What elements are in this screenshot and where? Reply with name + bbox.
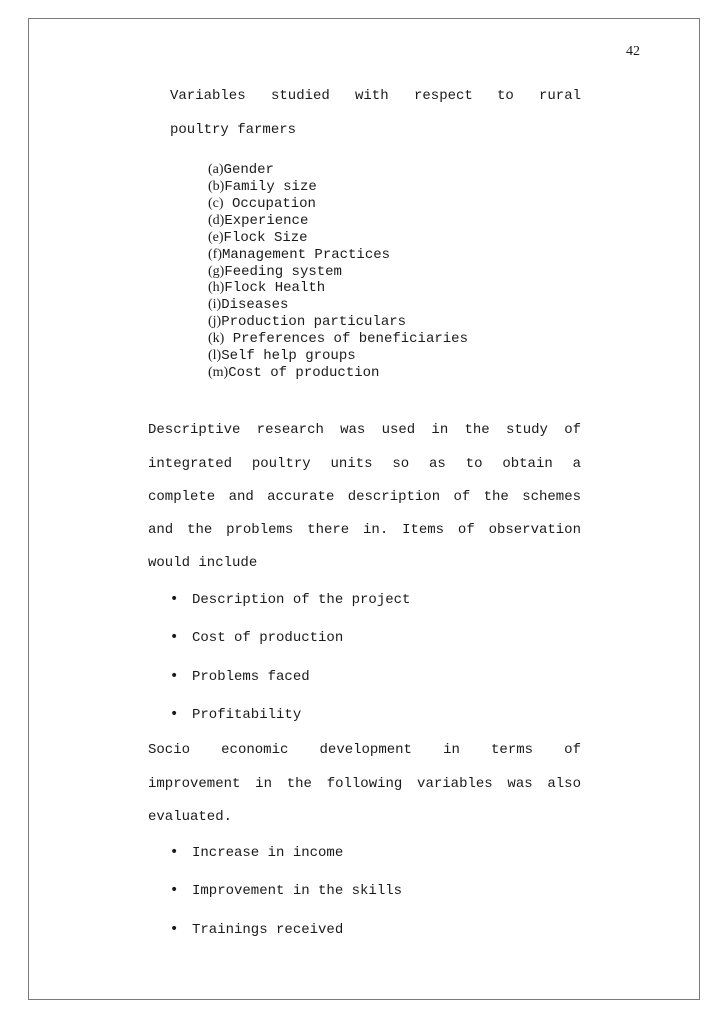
list-item: Trainings received xyxy=(192,922,344,938)
heading-word: to xyxy=(497,88,514,104)
heading-word: studied xyxy=(271,88,330,104)
bullet-icon: • xyxy=(170,882,179,898)
bullet-icon: • xyxy=(170,629,179,645)
paragraph-line: evaluated. xyxy=(148,809,233,825)
heading-word: rural xyxy=(539,88,582,104)
list-item: (g)Feeding system xyxy=(208,264,342,280)
list-item: (h)Flock Health xyxy=(208,280,326,296)
list-item: (b)Family size xyxy=(208,179,317,195)
heading-word: respect xyxy=(414,88,473,104)
bullet-icon: • xyxy=(170,921,179,937)
list-item: (d)Experience xyxy=(208,213,309,229)
list-item: (i)Diseases xyxy=(208,297,289,313)
list-item: (m)Cost of production xyxy=(208,365,380,381)
paragraph-line: and the problems there in. Items of observation xyxy=(148,522,581,538)
list-item: (e)Flock Size xyxy=(208,230,308,246)
paragraph-line: Descriptive research was used in the study of xyxy=(148,422,581,438)
list-item: Problems faced xyxy=(192,669,310,685)
list-item: Improvement in the skills xyxy=(192,883,403,899)
list-item: (l)Self help groups xyxy=(208,348,356,364)
list-item: Description of the project xyxy=(192,592,411,608)
list-item: (k) Preferences of beneficiaries xyxy=(208,331,468,347)
page-frame xyxy=(28,18,700,1000)
heading-word: Variables xyxy=(170,88,246,104)
list-item: Profitability xyxy=(192,707,302,723)
bullet-icon: • xyxy=(170,706,179,722)
bullet-icon: • xyxy=(170,668,179,684)
list-item: (c) Occupation xyxy=(208,196,316,212)
list-item: Increase in income xyxy=(192,845,344,861)
list-item: (f)Management Practices xyxy=(208,247,391,263)
page-number: 42 xyxy=(626,44,640,59)
paragraph-line: Socio economic development in terms of xyxy=(148,742,581,758)
paragraph-line: improvement in the following variables was also xyxy=(148,776,581,792)
bullet-icon: • xyxy=(170,844,179,860)
heading-line-2: poultry farmers xyxy=(170,122,297,138)
heading-word: with xyxy=(355,88,389,104)
paragraph-line: would include xyxy=(148,555,258,571)
list-item: (j)Production particulars xyxy=(208,314,407,330)
list-item: (a)Gender xyxy=(208,162,274,178)
bullet-icon: • xyxy=(170,591,179,607)
paragraph-line: integrated poultry units so as to obtain a xyxy=(148,456,581,472)
paragraph-line: complete and accurate description of the schemes xyxy=(148,489,581,505)
list-item: Cost of production xyxy=(192,630,344,646)
